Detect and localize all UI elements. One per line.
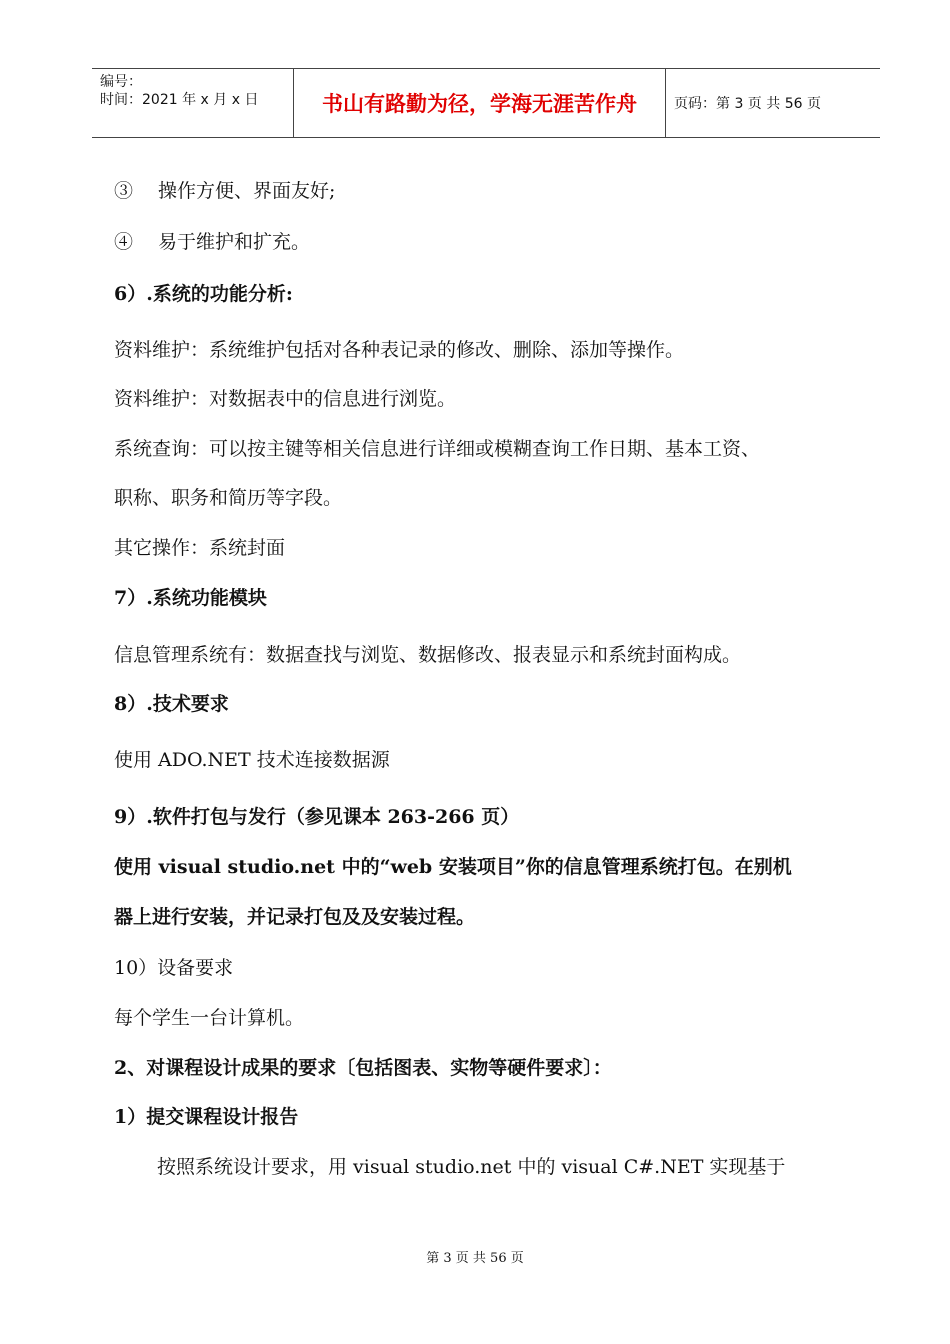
section-heading-8: 8）.技术要求 [114,693,229,715]
section-heading-7: 7）.系统功能模块 [114,587,267,609]
page-header [92,68,880,138]
paragraph-line: 每个学生一台计算机。 [114,1007,305,1029]
paragraph-line: 其它操作：系统封面 [114,537,286,559]
paragraph-line: 信息管理系统有：数据查找与浏览、数据修改、报表显示和系统封面构成。 [114,644,742,666]
section-heading-10: 10）设备要求 [114,957,234,979]
paragraph-line: 系统查询：可以按主键等相关信息进行详细或模糊查询工作日期、基本工资、 [114,438,761,460]
bold-paragraph-line: 器上进行安装，并记录打包及及安装过程。 [114,906,476,928]
time-label: 时间：2021 年 x 月 x 日 [100,92,259,108]
paragraph-line: 资料维护：对数据表中的信息进行浏览。 [114,388,457,410]
section-heading-9: 9）.软件打包与发行（参见课本 263-266 页） [114,806,520,828]
section-heading-6: 6）.系统的功能分析: [114,283,293,305]
list-item-4: ④ 易于维护和扩充。 [114,231,311,253]
number-label: 编号： [100,74,142,90]
header-page-info: 页码：第 3 页 共 56 页 [674,96,821,112]
section-heading-2: 2、对课程设计成果的要求〔包括图表、实物等硬件要求〕： [114,1057,612,1079]
paragraph-line: 按照系统设计要求，用 visual studio.net 中的 visual C#.NET 实现基于 [138,1156,786,1178]
paragraph-line: 资料维护：系统维护包括对各种表记录的修改、删除、添加等操作。 [114,339,685,361]
paragraph-line: 职称、职务和简历等字段。 [114,487,343,509]
header-motto: 书山有路勤为径，学海无涯苦作舟 [293,69,666,137]
header-meta [92,69,293,137]
page-footer: 第 3 页 共 56 页 [426,1251,524,1266]
paragraph-line: 使用 ADO.NET 技术连接数据源 [114,749,390,771]
subsection-heading-1: 1）提交课程设计报告 [114,1106,299,1128]
bold-paragraph-line: 使用 visual studio.net 中的“web 安装项目”你的信息管理系统打包。在别机 [114,856,792,878]
list-item-3: ③ 操作方便、界面友好; [114,180,336,202]
